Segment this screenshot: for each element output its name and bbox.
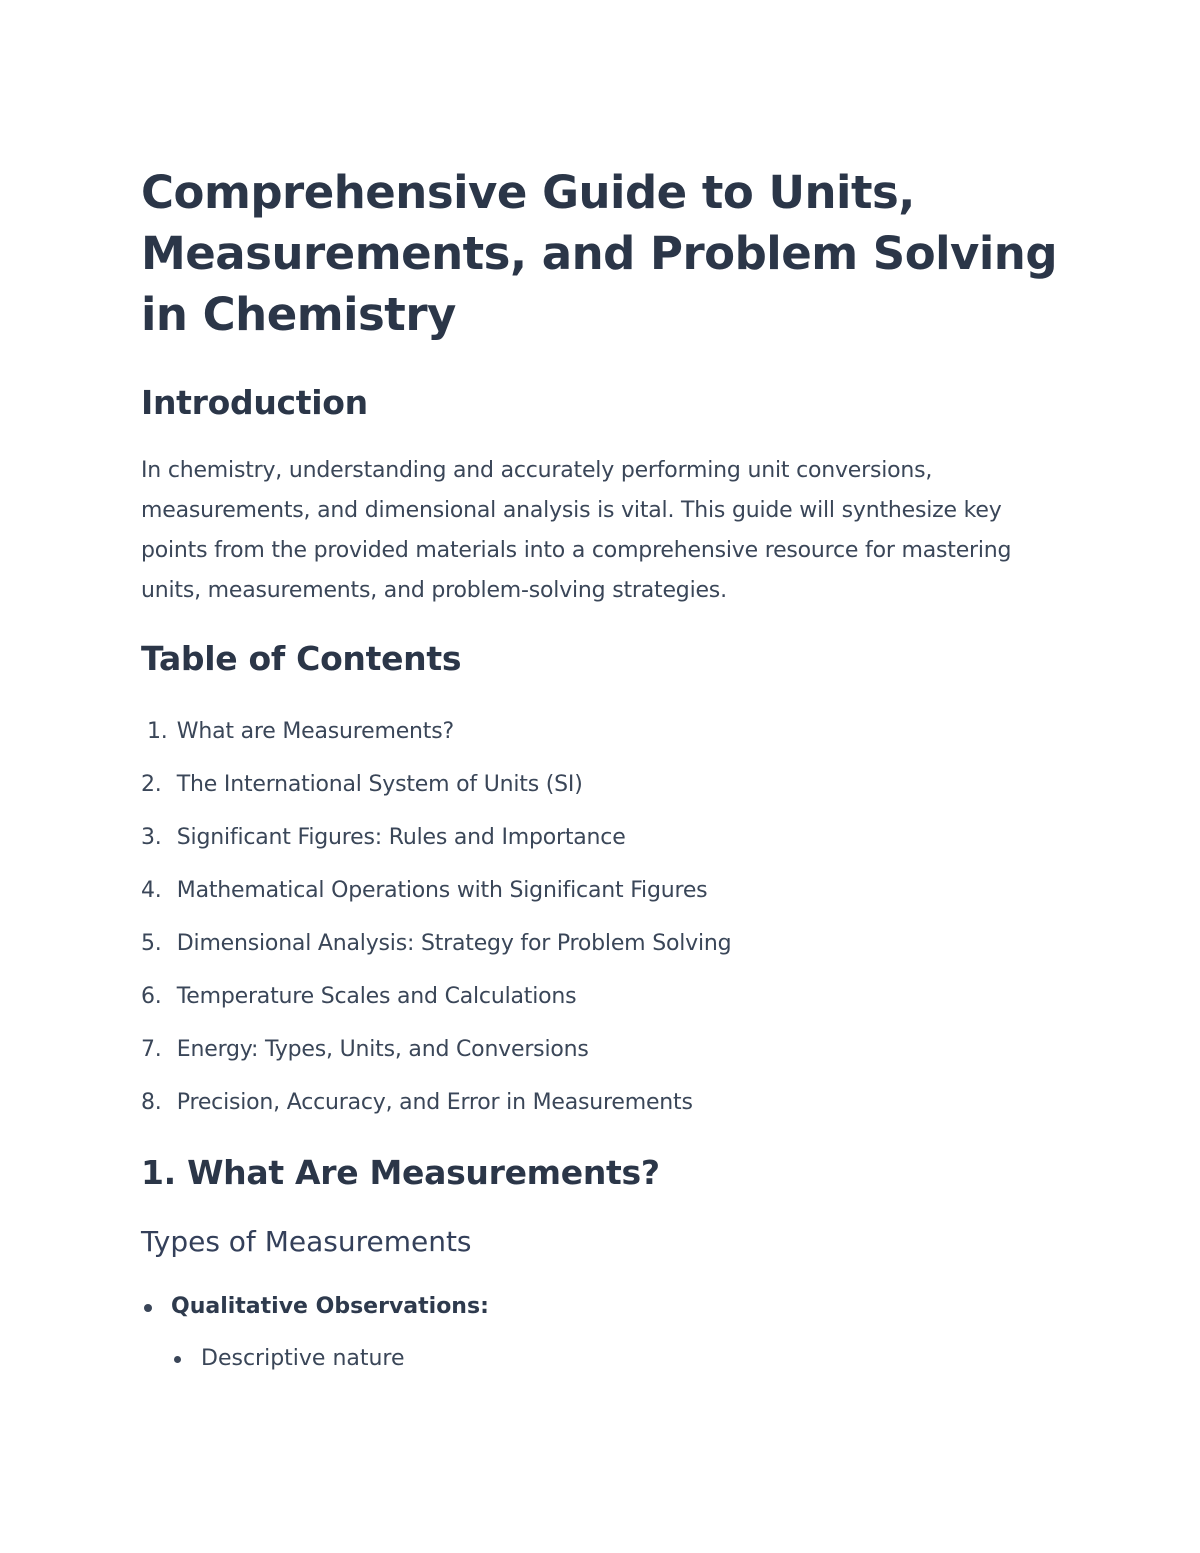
- toc-item: [141, 758, 1061, 811]
- toc-item-label: What are Measurements?: [176, 719, 454, 744]
- toc-item-label: The International System of Units (SI): [176, 772, 583, 797]
- toc-item-number: 7.: [141, 1037, 162, 1062]
- list-item: [141, 1281, 1061, 1333]
- bullet-icon: [174, 1356, 181, 1363]
- bullet-icon: [144, 1304, 152, 1312]
- toc-item-label: Significant Figures: Rules and Importance: [176, 825, 626, 850]
- toc-item-number: 1.: [147, 719, 168, 744]
- toc-item: [141, 1076, 1061, 1129]
- toc-item-label: Precision, Accuracy, and Error in Measurements: [176, 1090, 693, 1115]
- toc-item-number: 8.: [141, 1090, 162, 1115]
- introduction-paragraph: In chemistry, understanding and accurately performing unit conversions, measurements, and dimensional analysis is vital. This guide will synthesize key points from the provided materials into a comprehensive resource for mastering units, measurements, and problem-solving strategies.: [141, 458, 1012, 603]
- toc-item: [141, 705, 1061, 758]
- list-item-text: Descriptive nature: [201, 1346, 405, 1371]
- list-item-text: Qualitative Observations:: [171, 1294, 489, 1319]
- toc-item: [141, 811, 1061, 864]
- toc-item-number: 2.: [141, 772, 162, 797]
- toc-item-number: 3.: [141, 825, 162, 850]
- toc-item-label: Mathematical Operations with Significant Figures: [176, 878, 708, 903]
- document-content: [141, 162, 1061, 1385]
- toc-item: [141, 864, 1061, 917]
- document-title: Comprehensive Guide to Units, Measurements, and Problem Solving in Chemistry: [141, 166, 1058, 341]
- introduction-heading: Introduction: [141, 383, 368, 422]
- toc-item-label: Dimensional Analysis: Strategy for Problem Solving: [176, 931, 732, 956]
- toc-item-number: 4.: [141, 878, 162, 903]
- toc-item: [141, 1023, 1061, 1076]
- toc-heading: Table of Contents: [141, 639, 462, 678]
- toc-list: [141, 705, 1061, 1129]
- toc-item: [141, 917, 1061, 970]
- types-of-measurements-heading: Types of Measurements: [141, 1225, 472, 1258]
- toc-item-label: Temperature Scales and Calculations: [176, 984, 577, 1009]
- section-1-heading: 1. What Are Measurements?: [141, 1153, 660, 1192]
- toc-item: [141, 970, 1061, 1023]
- toc-item-number: 6.: [141, 984, 162, 1009]
- toc-item-label: Energy: Types, Units, and Conversions: [176, 1037, 589, 1062]
- toc-item-number: 5.: [141, 931, 162, 956]
- measurement-types-list: [141, 1281, 1061, 1385]
- list-item: [141, 1333, 1061, 1385]
